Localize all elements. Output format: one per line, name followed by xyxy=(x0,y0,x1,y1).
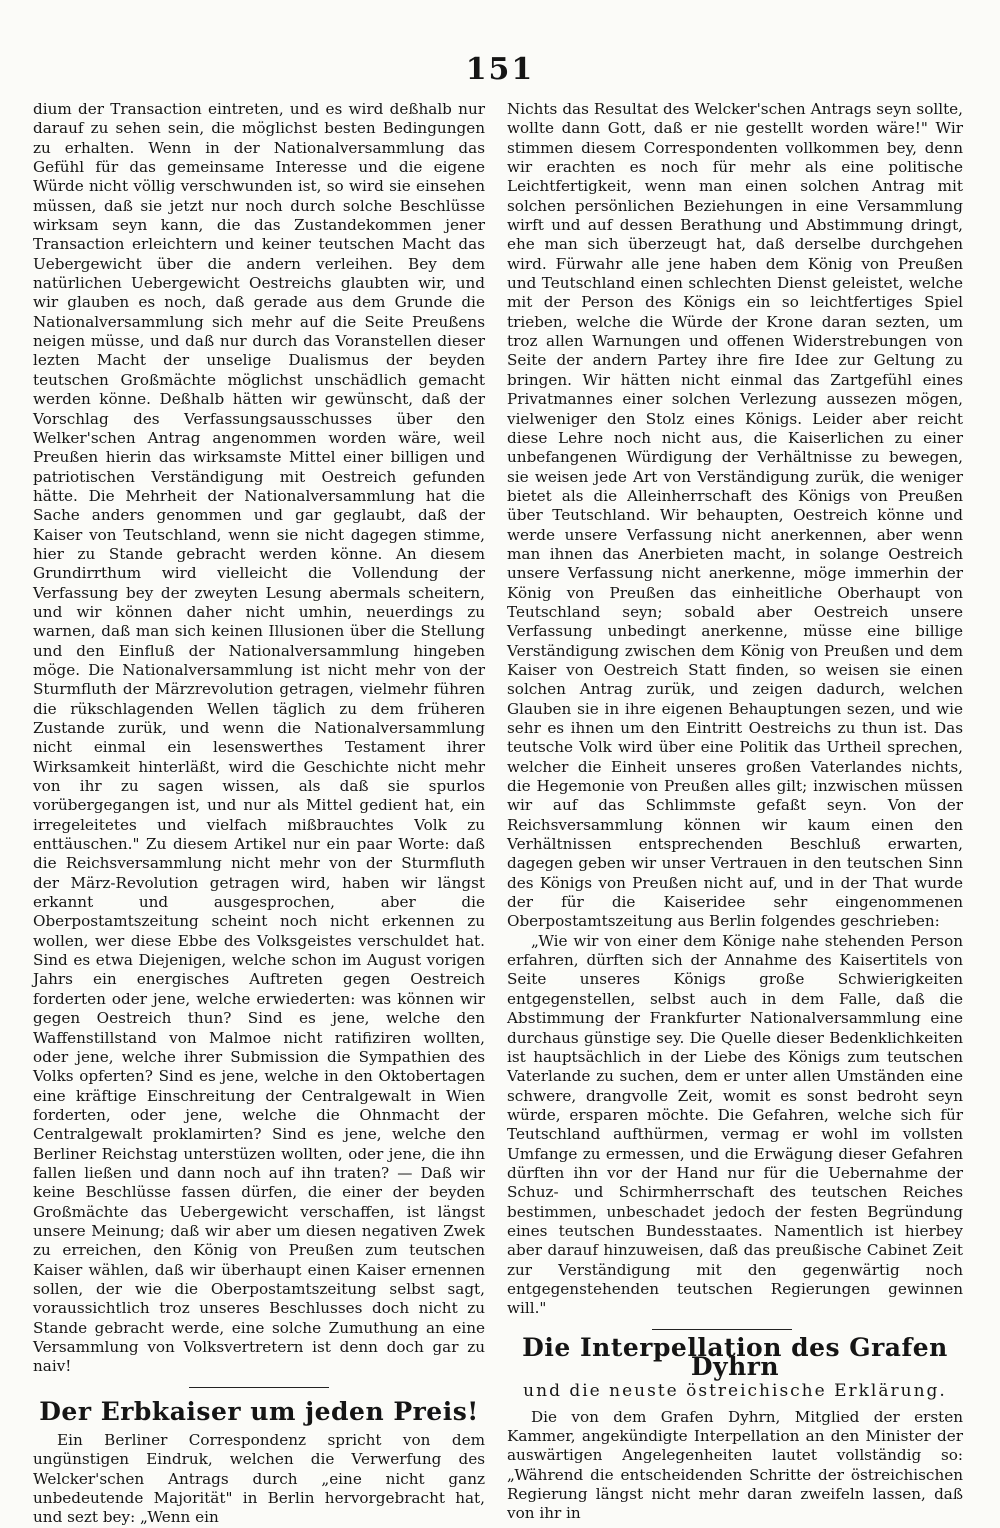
article-heading-interpellation: Die Interpellation des Grafen Dyhrn xyxy=(522,1332,948,1381)
left-column xyxy=(33,100,485,1528)
article-subheading-interpellation: und die neuste östreichische Erklärung. xyxy=(523,1381,947,1402)
article-erbkaiser-text: Ein Berliner Correspondenz spricht von dem ungünstigen Eindruk, welchen die Verwerfung des Welcker'schen Antrags durch „eine nicht ganz unbedeutende Majorität" in Berlin hervorgebracht hat, und sezt bey: „Wenn ein xyxy=(33,1431,485,1527)
quoted-report-text: „Wie wir von einer dem Könige nahe stehenden Person erfahren, dürften sich der Annahme des Kaisertitels von Seite unseres Königs große Schwierigkeiten entgegenstellen, selbst auch in dem Falle, daß die Abstimmung der Frankfurter Nationalversammlung eine durchaus günstige sey. Die Quelle dieser Bedenklichkeiten ist hauptsächlich in der Liebe des Königs zum teutschen Vaterlande zu suchen, dem er unter allen Umständen eine schwere, drangvolle Zeit, womit es sonst bedroht seyn würde, ersparen möchte. Die Gefahren, welche sich für Teutschland aufthürmen, vermag er wohl im vollsten Umfange zu ermessen, und die Erwägung dieser Gefahren dürften ihn vor der Hand nur für die Uebernahme der Schuz- und Schirmherrschaft des teutschen Reiches bestimmen, unbeschadet jedoch der festen Begründung eines teutschen Bundesstaates. Namentlich ist hierbey aber darauf hinzuweisen, daß das preußische Cabinet Zeit zur Verständigung mit den gegenwärtig noch entgegenstehenden teutschen Regierungen gewinnen will." xyxy=(507,931,963,1318)
article-erbkaiser-continuation-text: Nichts das Resultat des Welcker'schen Antrags seyn sollte, wollte dann Gott, daß er nie gestellt worden wäre!" Wir stimmen diesem Correspondenten vollkommen bey, denn wir erachten es noch für mehr als eine politische Leichtfertigkeit, wenn man einen solchen Antrag mit solchen persönlichen Beziehungen in eine Versammlung wirft und auf dessen Berathung und Abstimmung dringt, ehe man sich überzeugt hat, daß derselbe durchgehen wird. Fürwahr alle jene haben dem König von Preußen und Teutschland einen schlechten Dienst geleistet, welche mit der Person des Königs ein so leichtfertiges Spiel trieben, welche die Würde der Krone daran sezten, um troz allen Warnungen und offenen Widerstrebungen von Seite der andern Partey ihre fire Idee zur Geltung zu bringen. Wir hätten nicht einmal das Zartgefühl eines Privatmannes einer solchen Verlezung aussezen mögen, vielweniger den Stolz eines Königs. Leider aber reicht diese Lehre noch nicht aus, die Kaiserlichen zu einer unbefangenen Würdigung der Verhältnisse zu bewegen, sie weisen jede Art von Verständigung zurük, die weniger bietet als die Alleinherrschaft des Königs von Preußen über Teutschland. Wir behaupten, Oestreich könne und werde unsere Verfassung nicht anerkennen, aber wenn man ihnen das Anerbieten macht, in solange Oestreich unsere Verfassung nicht anerkenne, möge immerhin der König von Preußen das einheitliche Oberhaupt von Teutschland seyn; sobald aber Oestreich unsere Verfassung unbedingt anerkenne, müsse eine billige Verständigung zwischen dem König von Preußen und dem Kaiser von Oestreich Statt finden, so weisen sie einen solchen Antrag zurük, und zeigen dadurch, welchen Glauben sie in ihre eigenen Behauptungen sezen, und wie sehr es ihnen um den Eintritt Oestreichs zu thun ist. Das teutsche Volk wird über eine Politik das Urtheil sprechen, welcher die Einheit unseres großen Vaterlandes nichts, die Hegemonie von Preußen alles gilt; inzwischen müssen wir auf das Schlimmste gefaßt seyn. Von der Reichsversammlung können wir kaum einen den Verhältnissen entsprechenden Beschluß erwarten, dagegen geben wir unser Vertrauen in den teutschen Sinn des Königs von Preußen nicht auf, und in der That wurde der für die Kaiseridee sehr eingenommenen Oberpostamtszeitung aus Berlin folgendes geschrieben: xyxy=(507,100,963,931)
article-continuation-text: dium der Transaction eintreten, und es wird deßhalb nur darauf zu sehen sein, die möglichst besten Bedingungen zu erhalten. Wenn in der Nationalversammlung das Gefühl für das gemeinsame Interesse und die eigene Würde nicht völlig verschwunden ist, so wird sie einsehen müssen, daß sie jetzt nur noch durch solche Beschlüsse wirksam seyn kann, die das Zustandekommen jener Transaction erleichtern und keiner teutschen Macht das Uebergewicht über die andern verleihen. Bey dem natürlichen Uebergewicht Oestreichs glaubten wir, und wir glauben es noch, daß gerade aus dem Grunde die Nationalversammlung sich mehr auf die Seite Preußens neigen müsse, und daß nur durch das Voranstellen dieser lezten Macht der unselige Dualismus der beyden teutschen Großmächte möglichst unschädlich gemacht werden könne. Deßhalb hätten wir gewünscht, daß der Vorschlag des Verfassungsausschusses über den Welker'schen Antrag angenommen worden wäre, weil Preußen hierin das wirksamste Mittel einer billigen und patriotischen Verständigung mit Oestreich gefunden hätte. Die Mehrheit der Nationalversammlung hat die Sache anders genommen und gar geglaubt, daß der Kaiser von Teutschland, wenn sie nicht dagegen stimme, hier zu Stande gebracht werden könne. An diesem Grundirrthum wird vielleicht die Vollendung der Verfassung bey der zweyten Lesung abermals scheitern, und wir können daher nicht umhin, neuerdings zu warnen, daß man sich keinen Illusionen über die Stellung und den Einfluß der Nationalversammlung hingeben möge. Die Nationalversammlung ist nicht mehr von der Sturmfluth der Märzrevolution getragen, vielmehr führen die rükschlagenden Wellen täglich zu dem früheren Zustande zurük, und wenn die Nationalversammlung nicht einmal ein lesenswerthes Testament ihrer Wirksamkeit hinterläßt, wird die Geschichte nicht mehr von ihr zu sagen wissen, als daß sie spurlos vorübergegangen ist, und nur als Mittel gedient hat, ein irregeleitetes und vielfach mißbrauchtes Volk zu enttäuschen." Zu diesem Artikel nur ein paar Worte: daß die Reichsversammlung nicht mehr von der Sturmfluth der März-Revolution getragen wird, haben wir längst erkannt und ausgesprochen, aber die Oberpostamtszeitung scheint noch nicht erkennen zu wollen, wer diese Ebbe des Volksgeistes verschuldet hat. Sind es etwa Diejenigen, welche schon im August vorigen Jahrs ein energisches Auftreten gegen Oestreich forderten oder jene, welche erwiederten: was können wir gegen Oestreich thun? Sind es jene, welche den Waffenstillstand von Malmoe nicht ratifiziren wollten, oder jene, welche ihrer Submission die Sympathien des Volks opferten? Sind es jene, welche in den Oktobertagen eine kräftige Einschreitung der Centralgewalt in Wien forderten, oder jene, welche die Ohnmacht der Centralgewalt proklamirten? Sind es jene, welche den Berliner Reichstag unterstüzen wollten, oder jene, die ihn fallen ließen und dann noch auf ihn traten? — Daß wir keine Beschlüsse fassen dürfen, die einer der beyden Großmächte das Uebergewicht verschaffen, ist längst unsere Meinung; daß wir aber um diesen negativen Zwek zu erreichen, den König von Preußen zum teutschen Kaiser wählen, daß wir überhaupt einen Kaiser ernennen sollen, der wie die Oberpostamtszeitung selbst sagt, voraussichtlich troz unseres Beschlusses doch nicht zu Stande gebracht werde, eine solche Zumuthung an eine Versammlung von Volksvertretern ist denn doch gar zu naiv! xyxy=(33,100,485,1376)
section-divider xyxy=(652,1329,792,1330)
page-number: 151 xyxy=(465,52,535,87)
article-interpellation-text: Die von dem Grafen Dyhrn, Mitglied der ersten Kammer, angekündigte Interpellation an den Minister der auswärtigen Angelegenheiten lautet vollständig so: „Während die entscheidenden Schritte der östreichischen Regierung längst nicht mehr daran zweifeln lassen, daß von ihr in xyxy=(507,1407,963,1523)
right-column xyxy=(507,100,963,1524)
section-divider xyxy=(189,1387,329,1388)
article-heading-erbkaiser: Der Erbkaiser um jeden Preis! xyxy=(39,1396,479,1426)
